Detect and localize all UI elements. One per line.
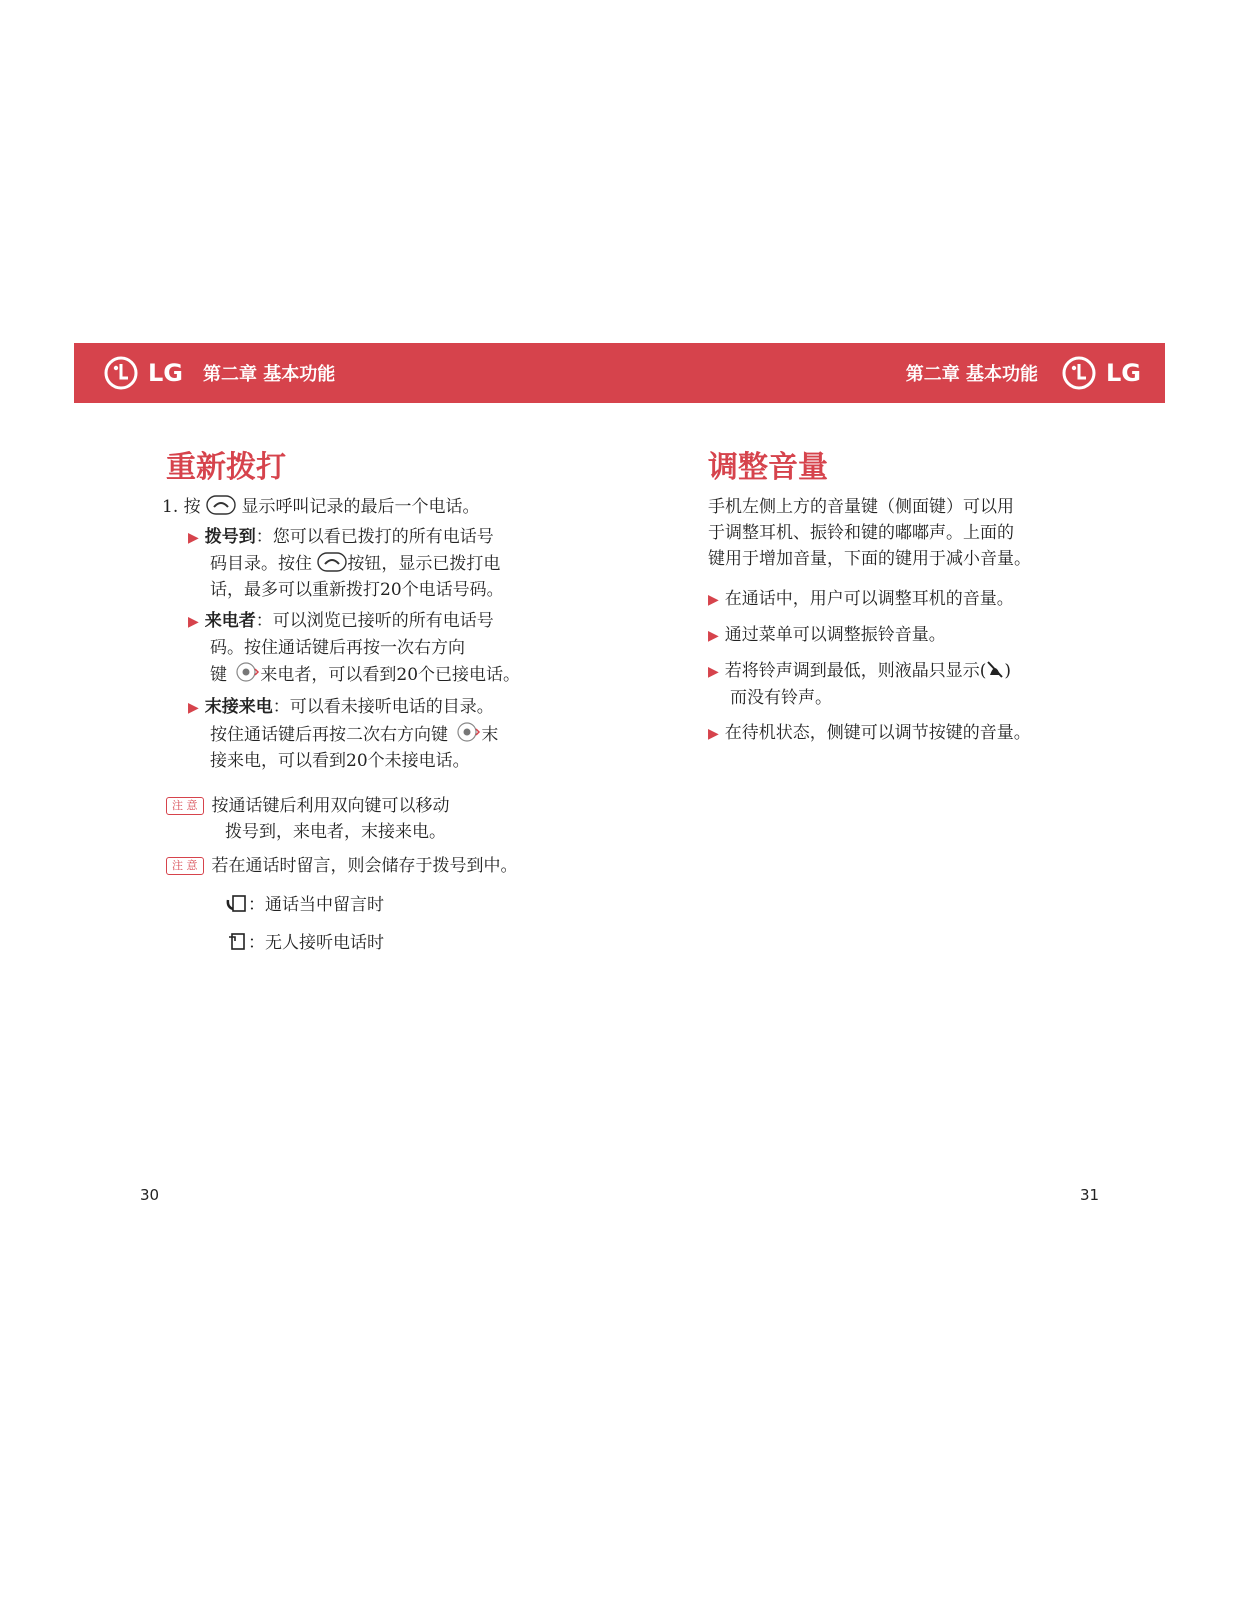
send-key-icon bbox=[317, 552, 347, 572]
volume-bullet-4 bbox=[708, 720, 1031, 747]
lg-logo-icon bbox=[1062, 356, 1096, 390]
item-line: 码目录。按住 bbox=[210, 554, 312, 574]
intro-line: 键用于增加音量，下面的键用于减小音量。 bbox=[708, 549, 1031, 569]
note-badge: 注 意 bbox=[166, 857, 204, 875]
item-label: 拨号到 bbox=[204, 527, 256, 547]
page-number-left: 30 bbox=[140, 1186, 160, 1204]
nav-key-icon bbox=[232, 661, 260, 683]
list-item-missed bbox=[188, 694, 538, 774]
bullet-arrow-icon: ▶ bbox=[708, 726, 719, 742]
memo-icon bbox=[226, 931, 248, 951]
logo-text: LG bbox=[148, 359, 183, 387]
chapter-banner bbox=[74, 343, 1165, 403]
legend-text: ：无人接听电话时 bbox=[248, 933, 384, 953]
item-line: 键 bbox=[210, 665, 227, 685]
silent-bell-icon bbox=[986, 659, 1004, 679]
bullet-arrow-icon: ▶ bbox=[708, 592, 719, 608]
section-title-volume: 调整音量 bbox=[708, 450, 828, 485]
item-label: 末接来电 bbox=[204, 697, 273, 717]
lg-logo-icon bbox=[104, 356, 138, 390]
brand-right bbox=[906, 356, 1141, 390]
bullet-text: ) bbox=[1004, 661, 1012, 681]
bullet-text: 在待机状态，侧键可以调节按键的音量。 bbox=[724, 723, 1031, 743]
step-text-post: 显示呼叫记录的最后一个电话。 bbox=[241, 497, 480, 517]
legend-text: ：通话当中留言时 bbox=[248, 895, 384, 915]
section-title-redial: 重新拨打 bbox=[166, 450, 286, 485]
page-number-right: 31 bbox=[1080, 1186, 1100, 1204]
note-1 bbox=[166, 793, 546, 845]
list-item-received bbox=[188, 608, 538, 688]
legend-row-1 bbox=[226, 892, 384, 918]
bullet-arrow-icon: ▶ bbox=[708, 664, 719, 680]
intro-paragraph bbox=[708, 494, 1088, 572]
step-number: 1. bbox=[162, 497, 179, 517]
logo-text: LG bbox=[1106, 359, 1141, 387]
volume-bullet-1 bbox=[708, 586, 1014, 613]
bullet-text: 在通话中，用户可以调整耳机的音量。 bbox=[724, 589, 1014, 609]
bullet-text: 若将铃声调到最低，则液晶只显示( bbox=[724, 661, 987, 681]
nav-key-icon bbox=[453, 721, 481, 743]
note-text: 若在通话时留言，则会储存于拨号到中。 bbox=[211, 856, 518, 876]
item-line: 接来电，可以看到20个未接电话。 bbox=[210, 751, 470, 771]
bullet-arrow-icon: ▶ bbox=[708, 628, 719, 644]
chapter-title-right: 第二章 基本功能 bbox=[905, 364, 1038, 385]
note-2 bbox=[166, 853, 546, 879]
step-text-pre: 按 bbox=[183, 497, 201, 517]
bullet-text: 而没有铃声。 bbox=[730, 688, 832, 708]
item-line: 按住通话键后再按二次右方向键 bbox=[210, 725, 448, 745]
item-line: ：可以浏览已接听的所有电话号 bbox=[255, 611, 494, 631]
bullet-arrow-icon: ▶ bbox=[188, 700, 199, 716]
item-label: 来电者 bbox=[204, 611, 256, 631]
item-line: ：可以看未接听电话的目录。 bbox=[272, 697, 494, 717]
note-text: 拨号到，来电者，末接来电。 bbox=[225, 822, 446, 842]
note-text: 按通话键后利用双向键可以移动 bbox=[211, 796, 450, 816]
note-badge: 注 意 bbox=[166, 797, 204, 815]
phone-memo-icon bbox=[226, 893, 248, 913]
item-line: 末 bbox=[481, 725, 499, 745]
step-1 bbox=[162, 494, 479, 520]
send-key-icon bbox=[206, 495, 236, 515]
volume-bullet-2 bbox=[708, 622, 946, 649]
item-line: 按钮，显示已拨打电 bbox=[347, 554, 501, 574]
item-line: 码。按住通话键后再按一次右方向 bbox=[210, 638, 465, 658]
bullet-arrow-icon: ▶ bbox=[188, 530, 199, 546]
item-line: ：您可以看已拨打的所有电话号 bbox=[255, 527, 494, 547]
item-line: 来电者，可以看到20个已接电话。 bbox=[260, 665, 521, 685]
legend-row-2 bbox=[226, 930, 384, 956]
bullet-arrow-icon: ▶ bbox=[188, 614, 199, 630]
list-item-dialed bbox=[188, 524, 538, 603]
intro-line: 手机左侧上方的音量键（侧面键）可以用 bbox=[708, 497, 1014, 517]
chapter-title-left: 第二章 基本功能 bbox=[203, 364, 336, 385]
volume-bullet-3 bbox=[708, 658, 1088, 711]
brand-left bbox=[104, 356, 335, 390]
item-line: 话，最多可以重新拨打20个电话号码。 bbox=[210, 580, 504, 600]
intro-line: 于调整耳机、振铃和键的嘟嘟声。上面的 bbox=[708, 523, 1014, 543]
bullet-text: 通过菜单可以调整振铃音量。 bbox=[724, 625, 946, 645]
